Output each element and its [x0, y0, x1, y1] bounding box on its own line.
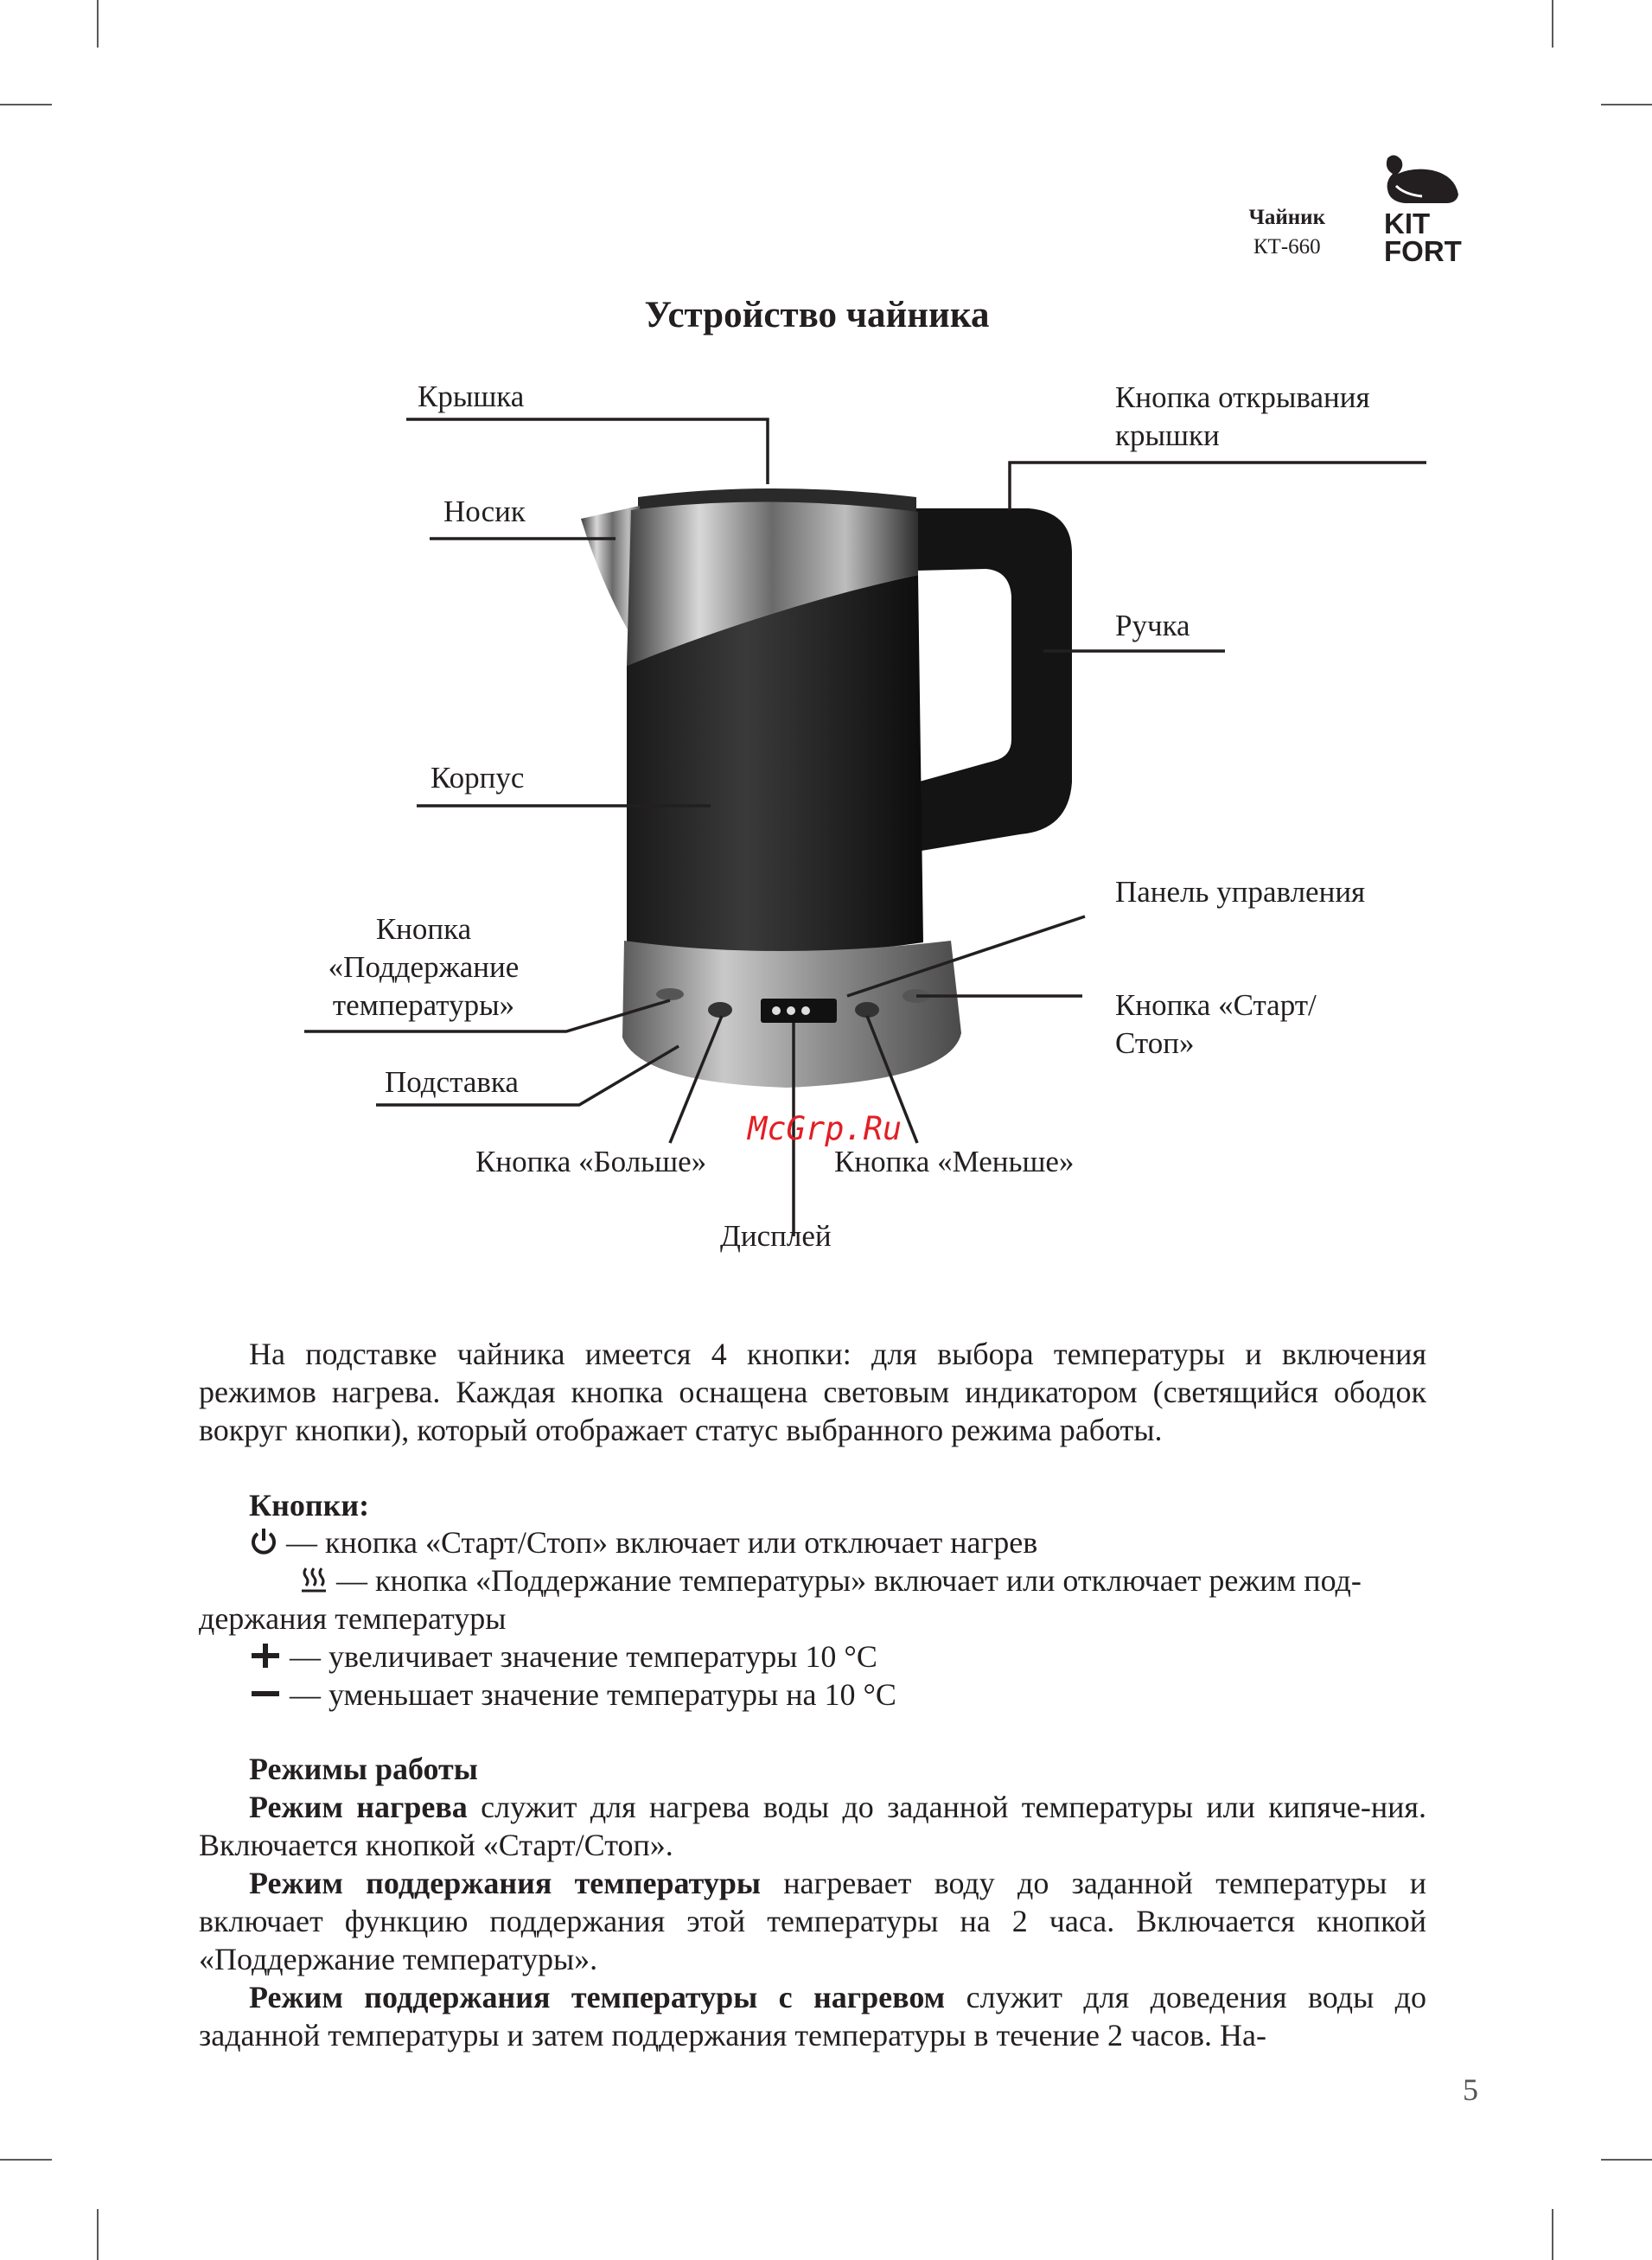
mode-heating-paragraph: [199, 1788, 1426, 1864]
label-body: Корпус: [431, 761, 525, 795]
mode-keepheat-title: Режим поддержания температуры с нагревом: [249, 1980, 946, 2014]
crop-mark: [0, 2159, 52, 2161]
mode-keepheat-text: служит для доведения воды до заданной температуры и затем поддержания температуры в течение 2 часов. На-: [199, 1980, 1426, 2053]
label-handle: Ручка: [1115, 609, 1190, 642]
plus-icon: [249, 1641, 282, 1679]
label-start-stop-line-1: Кнопка «Старт/: [1115, 988, 1317, 1022]
logo-text-fort: FORT: [1384, 235, 1462, 264]
label-lid-open-line-2: крышки: [1115, 418, 1220, 452]
label-lid-open-button: [1115, 379, 1370, 455]
label-lid: Крышка: [418, 380, 525, 413]
label-plus-button: Кнопка «Больше»: [475, 1145, 707, 1178]
button-desc-start-stop: [199, 1523, 1426, 1565]
minus-icon: [249, 1679, 282, 1717]
mode-keepheat-paragraph: [199, 1978, 1426, 2054]
product-name: Чайник: [1248, 206, 1325, 229]
crop-mark: [1552, 2209, 1553, 2260]
label-display: Дисплей: [720, 1219, 832, 1253]
keep-warm-icon: [249, 1565, 328, 1603]
logo-text-kit: KIT: [1384, 207, 1431, 239]
watermark: McGrp.Ru: [748, 1110, 903, 1147]
kettle-handle: [912, 508, 1072, 852]
mode-heating-title: Режим нагрева: [249, 1790, 468, 1824]
label-minus-button: Кнопка «Меньше»: [834, 1145, 1075, 1178]
crop-mark: [1601, 2159, 1652, 2161]
mode-keep-text: нагревает воду до заданной температуры и включает функцию поддержания этой температуры на 2 часа. Включается кнопкой «Поддержание температуры».: [199, 1866, 1426, 1976]
buttons-heading: Кнопки:: [249, 1488, 370, 1523]
button-desc-text: — увеличивает значение температуры 10 °C: [282, 1639, 877, 1674]
button-desc-minus: [199, 1676, 1426, 1717]
button-desc-text: — кнопка «Старт/Стоп» включает или отключает нагрев: [278, 1525, 1038, 1560]
button-desc-text: — уменьшает значение температуры на 10 °C: [282, 1677, 896, 1712]
page-title: Устройство чайника: [644, 295, 990, 335]
crop-mark: [97, 2209, 99, 2260]
label-start-stop-button: [1115, 986, 1317, 1063]
page-number: 5: [1463, 2072, 1478, 2107]
label-start-stop-line-2: Стоп»: [1115, 1026, 1195, 1060]
mode-keep-title: Режим поддержания температуры: [249, 1866, 761, 1900]
product-model: КТ-660: [1253, 235, 1321, 259]
power-icon: [249, 1527, 278, 1565]
button-desc-text: — кнопка «Поддержание температуры» включает или отключает режим под-: [328, 1563, 1362, 1598]
modes-heading: Режимы работы: [249, 1752, 478, 1786]
mode-heating-text: служит для нагрева воды до заданной температуры или кипяче-ния. Включается кнопкой «Старт/Стоп».: [199, 1790, 1426, 1862]
button-desc-keep-warm: [199, 1561, 1426, 1603]
button-desc-continuation: держания температуры: [199, 1601, 507, 1636]
label-stand: Подставка: [385, 1065, 519, 1099]
button-desc-plus: [199, 1638, 1426, 1679]
label-keep-warm-button: [307, 910, 540, 1025]
intro-paragraph: На подставке чайника имеется 4 кнопки: для выбора температуры и включения режимов нагрева. Каждая кнопка оснащена световым индикатором (светящийся ободок вокруг кнопки), который отображает статус выбранного режима работы.: [199, 1337, 1426, 1447]
label-control-panel: Панель управления: [1115, 875, 1366, 909]
label-keep-warm-line-2: «Поддержание: [328, 950, 520, 984]
label-keep-warm-line-3: температуры»: [332, 988, 515, 1022]
label-keep-warm-line-1: Кнопка: [375, 912, 472, 946]
label-spout: Носик: [443, 495, 526, 528]
mode-keep-paragraph: [199, 1864, 1426, 1978]
label-lid-open-line-1: Кнопка открывания: [1115, 380, 1370, 414]
